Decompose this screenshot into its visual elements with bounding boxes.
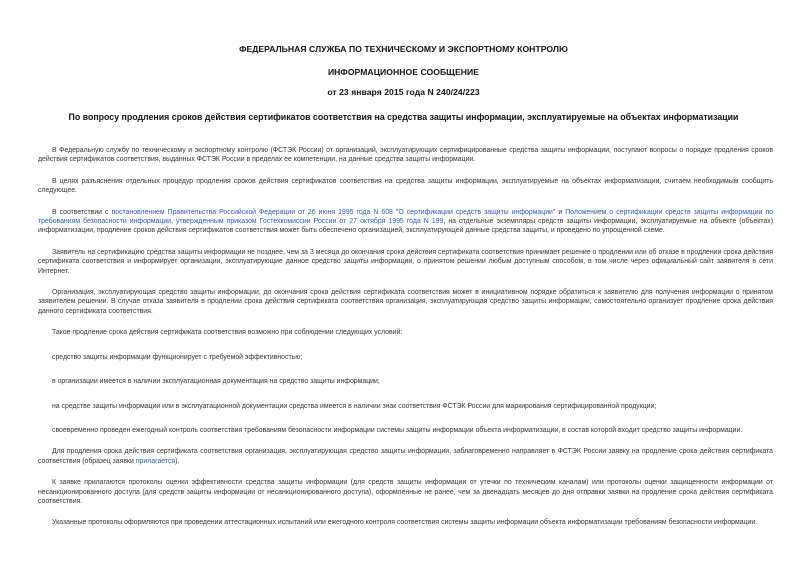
link-certification-regulation[interactable]: Положением о сертификации средств защиты информации по требованиям безопасности информации, утвержденным приказом Гостехкомиссии России от 27 октября 1995 года N 199 — [38, 208, 774, 226]
paragraph-text: , на отдельные экземпляры средств защиты информации, эксплуатируемые на объекте (объектах) информатизации, продление сроков действия сертификатов соответствия может быть обеспечено организацией, эксплуатирующей данные средства защиты, и проведено по упрощенной схеме. — [38, 218, 773, 235]
paragraph-text: ). — [175, 457, 180, 465]
paragraph-legal-basis — [38, 208, 773, 236]
document-title: По вопросу продления сроков действия сертификатов соответствия на средства защиты информации, эксплуатируемые на объектах информатизации — [68, 112, 739, 122]
paragraph-intro: В Федеральную службу по техническому и экспортному контролю (ФСТЭК России) от организаций, эксплуатирующих сертифицированные средства защиты информации, поступают вопросы о порядке продления сроков действия сертификатов соответствия, выданных ФСТЭК России в пределах ее компетенции, на данные средства защиты информации. — [38, 147, 773, 164]
condition-item-conformity-mark: на средстве защиты информации или в эксплуатационной документации средства имеется в наличии знак соответствия ФСТЭК России для маркирования сертифицированной продукции; — [52, 402, 657, 410]
link-government-decree[interactable]: постановлением Правительства Российской Федерации от 26 июня 1995 года N 608 "О сертификации средств защиты информации" — [111, 208, 556, 216]
paragraph-protocols-execution: Указанные протоколы оформляются при проведении аттестационных испытаний или ежегодного контроля соответствия системы защиты информации объекта информатизации требованиям безопасности информации. — [52, 519, 758, 527]
paragraph-purpose: В целях разъяснения отдельных процедур продления сроков действия сертификатов соответствия на средства защиты информации, эксплуатируемые на объектах информатизации, считаем необходимым сообщить следующее. — [38, 177, 773, 195]
paragraph-text: и — [555, 208, 566, 216]
paragraph-conditions-intro: Такое продление срока действия сертификата соответствия возможно при соблюдении следующих условий: — [52, 329, 403, 337]
condition-item-effectiveness: средство защиты информации функционирует с требуемой эффективностью; — [52, 353, 303, 361]
paragraph-text: Для продления срока действия сертификата соответствия организация, эксплуатирующая средство защиты информации, заблаговременно направляет в ФСТЭК России заявку на продление срока действия сертификата соответствия (образец заявки — [38, 448, 773, 465]
paragraph-text: В соответствии с — [52, 208, 112, 216]
condition-item-documentation: в организации имеется в наличии эксплуатационная документация на средство защиты информации; — [52, 378, 380, 386]
paragraph-applicant-decision: Заявитель на сертификацию средства защиты информации не позднее, чем за 3 месяца до окончания срока действия сертификата соответствия принимает решение о продлении или об отказе в продлении срока действия сертификата соответствия и информирует организации, эксплуатирующие данное средство защиты информации, о принятом решении любым доступным способом, в том числе через официальный сайт заявителя в сети Интернет. — [38, 248, 773, 275]
document-type-heading: ИНФОРМАЦИОННОЕ СООБЩЕНИЕ — [327, 67, 480, 77]
paragraph-organization-request: Организация, эксплуатирующая средство защиты информации, до окончания срока действия сертификата соответствия может в инициативном порядке обратиться к заявителю для получения информации о принятом заявителем решении. В случае отказа заявителя в продлении срока действия сертификата соответствия организация, эксплуатирующая средство защиты информации, самостоятельно организует продление срока действия данного сертификата соответствия. — [38, 289, 773, 315]
paragraph-protocols: К заявке прилагаются протоколы оценки эффективности средства защиты информации (для средств защиты информации от утечки по техническим каналам) или протоколы оценки защищенности информации от несанкционированного доступа (для средств защиты информации от несанкционированного доступа), оформленные не ранее, чем за двенадцать месяцев до дня отправки заявки на продление срока действия сертификата соответствия. — [38, 479, 773, 505]
document-date-number: от 23 января 2015 года N 240/24/223 — [327, 87, 480, 97]
document-body — [38, 146, 773, 540]
condition-item-annual-control: своевременно проведен ежегодный контроль соответствия требованиям безопасности информации системы защиты информации объекта информатизации, в состав которой входит средство защиты информации. — [52, 426, 743, 434]
agency-heading: ФЕДЕРАЛЬНАЯ СЛУЖБА ПО ТЕХНИЧЕСКОМУ И ЭКСПОРТНОМУ КОНТРОЛЮ — [239, 44, 568, 54]
link-application-sample[interactable]: прилагается — [135, 457, 176, 465]
paragraph-application — [38, 447, 773, 466]
